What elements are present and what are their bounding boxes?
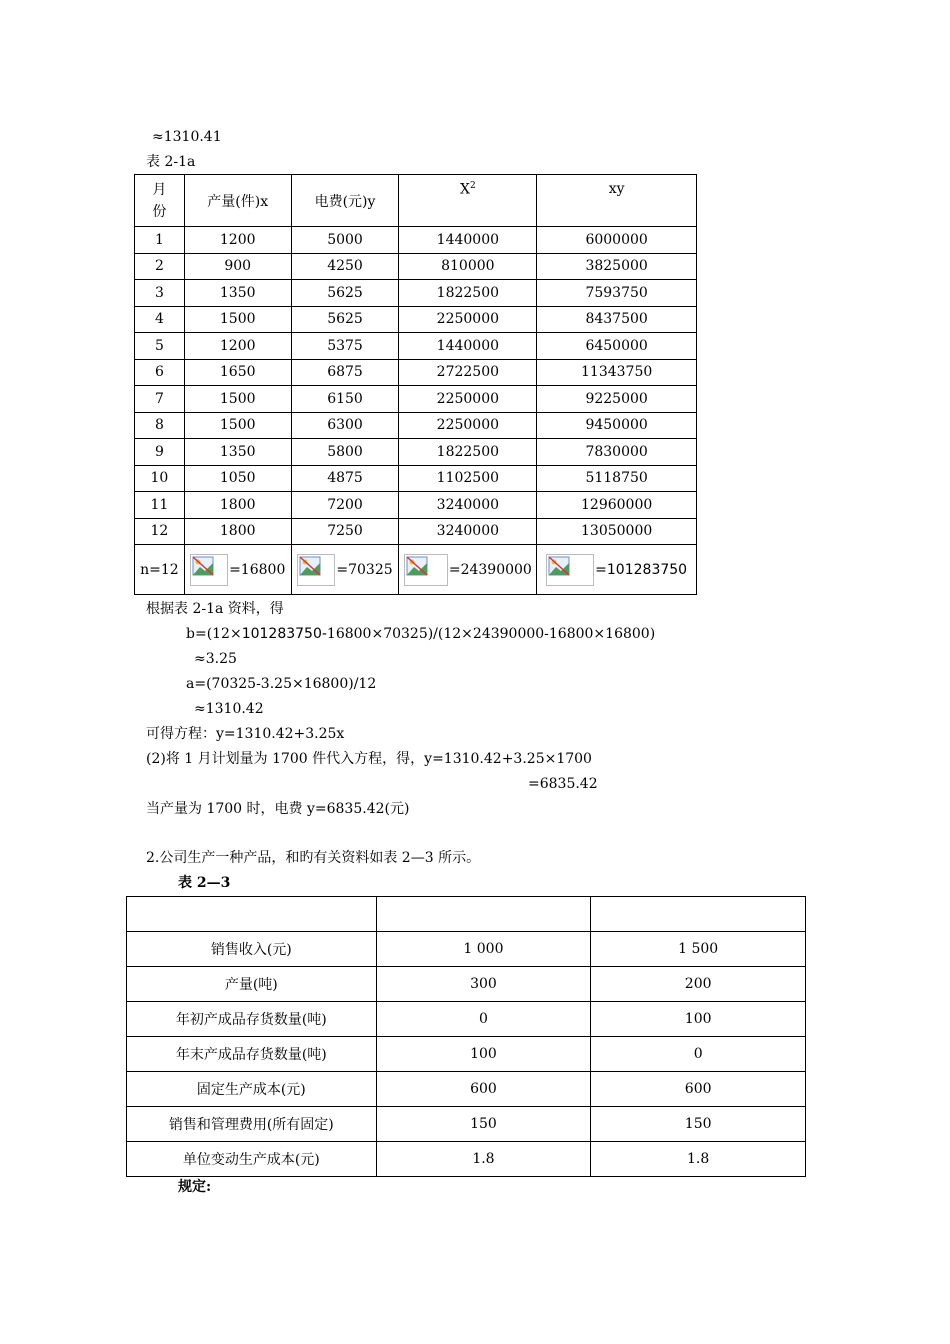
table-row (127, 1142, 806, 1177)
table-cell: 1050 (184, 465, 291, 492)
t23-header-cell-1 (376, 897, 591, 932)
header-x2-base: X (459, 181, 470, 198)
table-cell: 1.8 (376, 1142, 591, 1177)
table-cell: 12 (135, 518, 185, 545)
table-cell: 1350 (184, 439, 291, 466)
table-cell: 2722500 (399, 359, 537, 386)
table-row (135, 465, 697, 492)
table-cell: 6 (135, 359, 185, 386)
table-cell: 11343750 (537, 359, 697, 386)
header-xy: xy (537, 175, 697, 227)
table-cell: 1500 (184, 386, 291, 413)
requirement-label: 规定: (178, 1179, 212, 1195)
table-cell: 1200 (184, 333, 291, 360)
b-formula-post: 16800×70325)/(12×24390000-16800×16800) (326, 626, 656, 642)
table-cell: 12960000 (537, 492, 697, 519)
part2: (2)将 1 月计划量为 1700 件代入方程，得，y=1310.42+3.25×1700 (146, 751, 592, 767)
table-cell: 年末产成品存货数量(吨) (127, 1037, 377, 1072)
table-cell: 销售和管理费用(所有固定) (127, 1107, 377, 1142)
sum-x-cell (184, 545, 291, 595)
table-cell: 4875 (291, 465, 399, 492)
sum-x: =16800 (229, 561, 286, 578)
table-cell: 5000 (291, 227, 399, 254)
table-cell: 9 (135, 439, 185, 466)
header-month (135, 175, 185, 227)
header-month-line2: 份 (152, 203, 167, 220)
table-2-3 (126, 896, 806, 1177)
table-cell: 100 (376, 1037, 591, 1072)
table-cell: 8437500 (537, 306, 697, 333)
table-row (127, 1037, 806, 1072)
table-cell: 7250 (291, 518, 399, 545)
table-row (135, 412, 697, 439)
table-2-1a (134, 174, 697, 595)
table-cell: 200 (591, 967, 806, 1002)
b-result: ≈3.25 (194, 651, 237, 667)
table-cell: 2250000 (399, 306, 537, 333)
table-cell: 150 (591, 1107, 806, 1142)
table-row (135, 306, 697, 333)
table-cell: 8 (135, 412, 185, 439)
table-cell: 11 (135, 492, 185, 519)
table-cell: 1440000 (399, 227, 537, 254)
table-cell: 3240000 (399, 518, 537, 545)
table-row (135, 280, 697, 307)
table-row (127, 1107, 806, 1142)
table-cell: 1350 (184, 280, 291, 307)
table-cell: 1200 (184, 227, 291, 254)
sum-x2: =24390000 (448, 561, 532, 578)
table-cell: 810000 (399, 253, 537, 280)
table-cell: 600 (591, 1072, 806, 1107)
table-cell: 1.8 (591, 1142, 806, 1177)
table-cell: 0 (591, 1037, 806, 1072)
table-cell: 10 (135, 465, 185, 492)
header-x2 (399, 175, 537, 227)
table-cell: 2 (135, 253, 185, 280)
table-cell: 6875 (291, 359, 399, 386)
b-formula-pre: b=(12× (186, 626, 242, 642)
table-cell: 5 (135, 333, 185, 360)
table-cell: 7593750 (537, 280, 697, 307)
table-cell: 150 (376, 1107, 591, 1142)
broken-image-icon (297, 554, 335, 586)
table-cell: 5800 (291, 439, 399, 466)
table-row (127, 1002, 806, 1037)
sum-n: n=12 (135, 545, 185, 595)
table-row (135, 253, 697, 280)
table-cell: 1 (135, 227, 185, 254)
equation: 可得方程：y=1310.42+3.25x (146, 726, 345, 742)
table-cell: 7 (135, 386, 185, 413)
table-cell: 销售收入(元) (127, 932, 377, 967)
b-formula (186, 625, 655, 643)
table-row (127, 967, 806, 1002)
sum-xy: =101283750 (595, 561, 688, 578)
sum-x2-cell (399, 545, 537, 595)
broken-image-icon (546, 554, 594, 586)
table-cell: 4250 (291, 253, 399, 280)
table-cell: 固定生产成本(元) (127, 1072, 377, 1107)
table-cell: 1102500 (399, 465, 537, 492)
table-cell: 6450000 (537, 333, 697, 360)
b-formula-bold: 101283750- (241, 626, 327, 642)
table-cell: 1800 (184, 492, 291, 519)
table-cell: 1500 (184, 412, 291, 439)
table-cell: 900 (184, 253, 291, 280)
table-cell: 1822500 (399, 280, 537, 307)
calc-intro: 根据表 2-1a 资料，得 (146, 601, 284, 617)
broken-image-icon (190, 554, 228, 586)
table-row (127, 932, 806, 967)
table-row (135, 359, 697, 386)
table-cell: 1822500 (399, 439, 537, 466)
table-cell: 3 (135, 280, 185, 307)
table-cell: 1500 (184, 306, 291, 333)
table-cell: 单位变动生产成本(元) (127, 1142, 377, 1177)
table-cell: 13050000 (537, 518, 697, 545)
sum-y: =70325 (336, 561, 393, 578)
table-cell: 600 (376, 1072, 591, 1107)
table-row (127, 1072, 806, 1107)
table-cell: 6000000 (537, 227, 697, 254)
sum-row (135, 545, 697, 595)
table-cell: 0 (376, 1002, 591, 1037)
table-cell: 1 500 (591, 932, 806, 967)
table-cell: 5625 (291, 280, 399, 307)
table-cell: 5118750 (537, 465, 697, 492)
table-2-1a-caption: 表 2-1a (146, 154, 196, 170)
table-row (135, 333, 697, 360)
table-cell: 1440000 (399, 333, 537, 360)
table-cell: 2250000 (399, 412, 537, 439)
a-formula: a=(70325-3.25×16800)/12 (186, 676, 377, 692)
table-cell: 9225000 (537, 386, 697, 413)
conclusion: 当产量为 1700 时，电费 y=6835.42(元) (146, 801, 410, 817)
t23-header-cell-2 (591, 897, 806, 932)
table-cell: 1 000 (376, 932, 591, 967)
table-cell: 年初产成品存货数量(吨) (127, 1002, 377, 1037)
table-cell: 产量(吨) (127, 967, 377, 1002)
table-cell: 6300 (291, 412, 399, 439)
header-y: 电费(元)y (291, 175, 399, 227)
table-cell: 3240000 (399, 492, 537, 519)
sum-xy-cell (537, 545, 697, 595)
broken-image-icon (404, 554, 448, 586)
table-cell: 9450000 (537, 412, 697, 439)
t23-header-cell-0 (127, 897, 377, 932)
table-row (135, 439, 697, 466)
part2-result: =6835.42 (528, 776, 598, 792)
table-cell: 100 (591, 1002, 806, 1037)
header-x2-sup: 2 (469, 181, 476, 191)
header-month-line1: 月 (152, 181, 167, 198)
q2-intro: 2.公司生产一种产品，和旳有关资料如表 2—3 所示。 (146, 850, 481, 866)
table-2-3-header-row (127, 897, 806, 932)
table-cell: 5375 (291, 333, 399, 360)
table-cell: 2250000 (399, 386, 537, 413)
table-cell: 7830000 (537, 439, 697, 466)
table-cell: 6150 (291, 386, 399, 413)
table-cell: 4 (135, 306, 185, 333)
sum-y-cell (291, 545, 399, 595)
table-header-row (135, 175, 697, 227)
table-row (135, 227, 697, 254)
table-cell: 1800 (184, 518, 291, 545)
table-row (135, 518, 697, 545)
table-row (135, 492, 697, 519)
table-2-3-caption: 表 2—3 (178, 875, 231, 891)
table-cell: 7200 (291, 492, 399, 519)
header-x: 产量(件)x (184, 175, 291, 227)
table-cell: 3825000 (537, 253, 697, 280)
table-cell: 300 (376, 967, 591, 1002)
a-result: ≈1310.42 (194, 701, 264, 717)
table-row (135, 386, 697, 413)
table-cell: 1650 (184, 359, 291, 386)
top-result: ≈1310.41 (152, 129, 222, 145)
table-cell: 5625 (291, 306, 399, 333)
